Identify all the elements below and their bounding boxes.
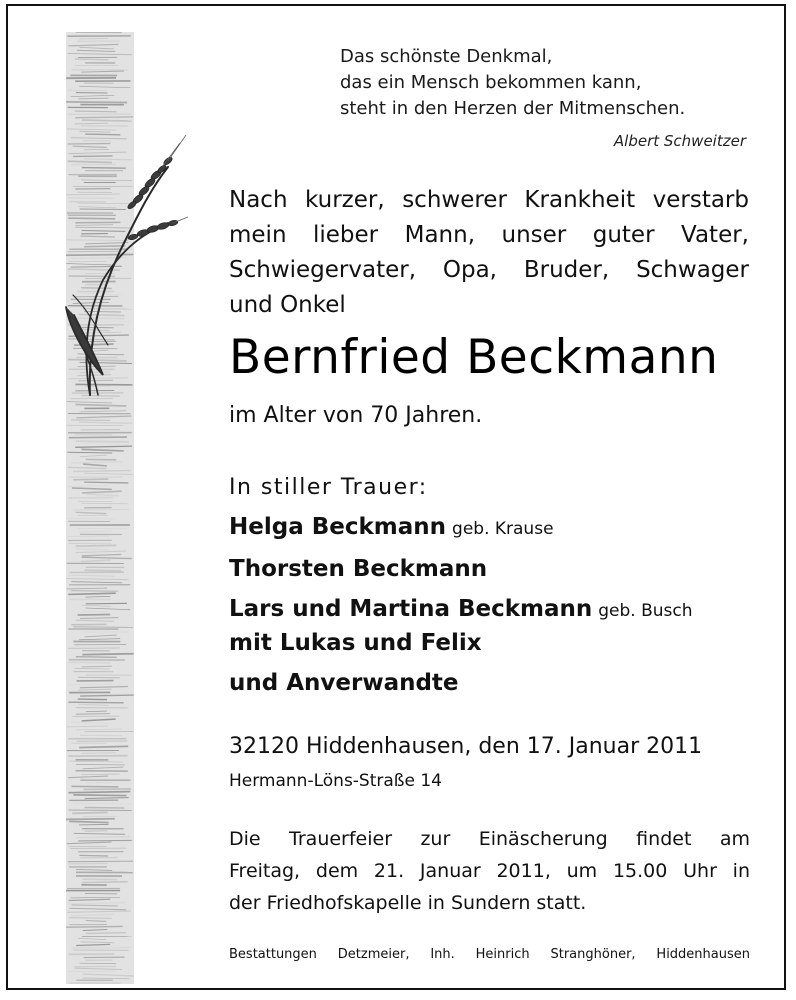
street-address: Hermann-Löns-Straße 14 bbox=[229, 771, 442, 791]
intro-line-1: Nach kurzer, schwerer Krankheit verstarb bbox=[229, 187, 749, 213]
intro-line-4: und Onkel bbox=[229, 292, 346, 318]
mourner-entry bbox=[229, 556, 487, 582]
funeral-line-2: Freitag, dem 21. Januar 2011, um 15.00 Uhr in bbox=[229, 860, 750, 882]
mourner-entry bbox=[229, 514, 554, 540]
funeral-line-3: der Friedhofskapelle in Sundern statt. bbox=[229, 892, 587, 914]
funeral-home-footer: Bestattungen Detzmeier, Inh. Heinrich Stranghöner, Hiddenhausen bbox=[229, 947, 750, 962]
deceased-name: Bernfried Beckmann bbox=[229, 330, 719, 385]
mourner-entry bbox=[229, 670, 459, 696]
mourner-birth-name: geb. Krause bbox=[452, 519, 554, 539]
wheat-ears-illustration bbox=[28, 95, 188, 405]
mourner-birth-name: geb. Busch bbox=[598, 601, 693, 621]
mourner-name: und Anverwandte bbox=[229, 670, 459, 696]
mourner-name: Thorsten Beckmann bbox=[229, 556, 488, 582]
quote-line-1: Das schönste Denkmal, bbox=[340, 46, 553, 67]
mourner-entry bbox=[229, 630, 482, 656]
mourner-name: Lars und Martina Beckmann bbox=[229, 596, 593, 622]
quote-line-3: steht in den Herzen der Mitmenschen. bbox=[340, 98, 686, 119]
intro-line-2: mein lieber Mann, unser guter Vater, bbox=[229, 222, 749, 248]
intro-line-3: Schwiegervater, Opa, Bruder, Schwager bbox=[229, 257, 749, 283]
place-and-date: 32120 Hiddenhausen, den 17. Januar 2011 bbox=[229, 734, 703, 759]
quote-line-2: das ein Mensch bekommen kann, bbox=[340, 72, 642, 93]
mourner-name: Helga Beckmann bbox=[229, 514, 447, 540]
mourners-heading: In stiller Trauer: bbox=[229, 475, 428, 500]
quote-author: Albert Schweitzer bbox=[613, 132, 746, 150]
mourner-name: mit Lukas und Felix bbox=[229, 630, 482, 656]
deceased-age: im Alter von 70 Jahren. bbox=[229, 403, 483, 428]
mourner-entry bbox=[229, 596, 693, 622]
funeral-line-1: Die Trauerfeier zur Einäscherung findet am bbox=[229, 828, 750, 850]
